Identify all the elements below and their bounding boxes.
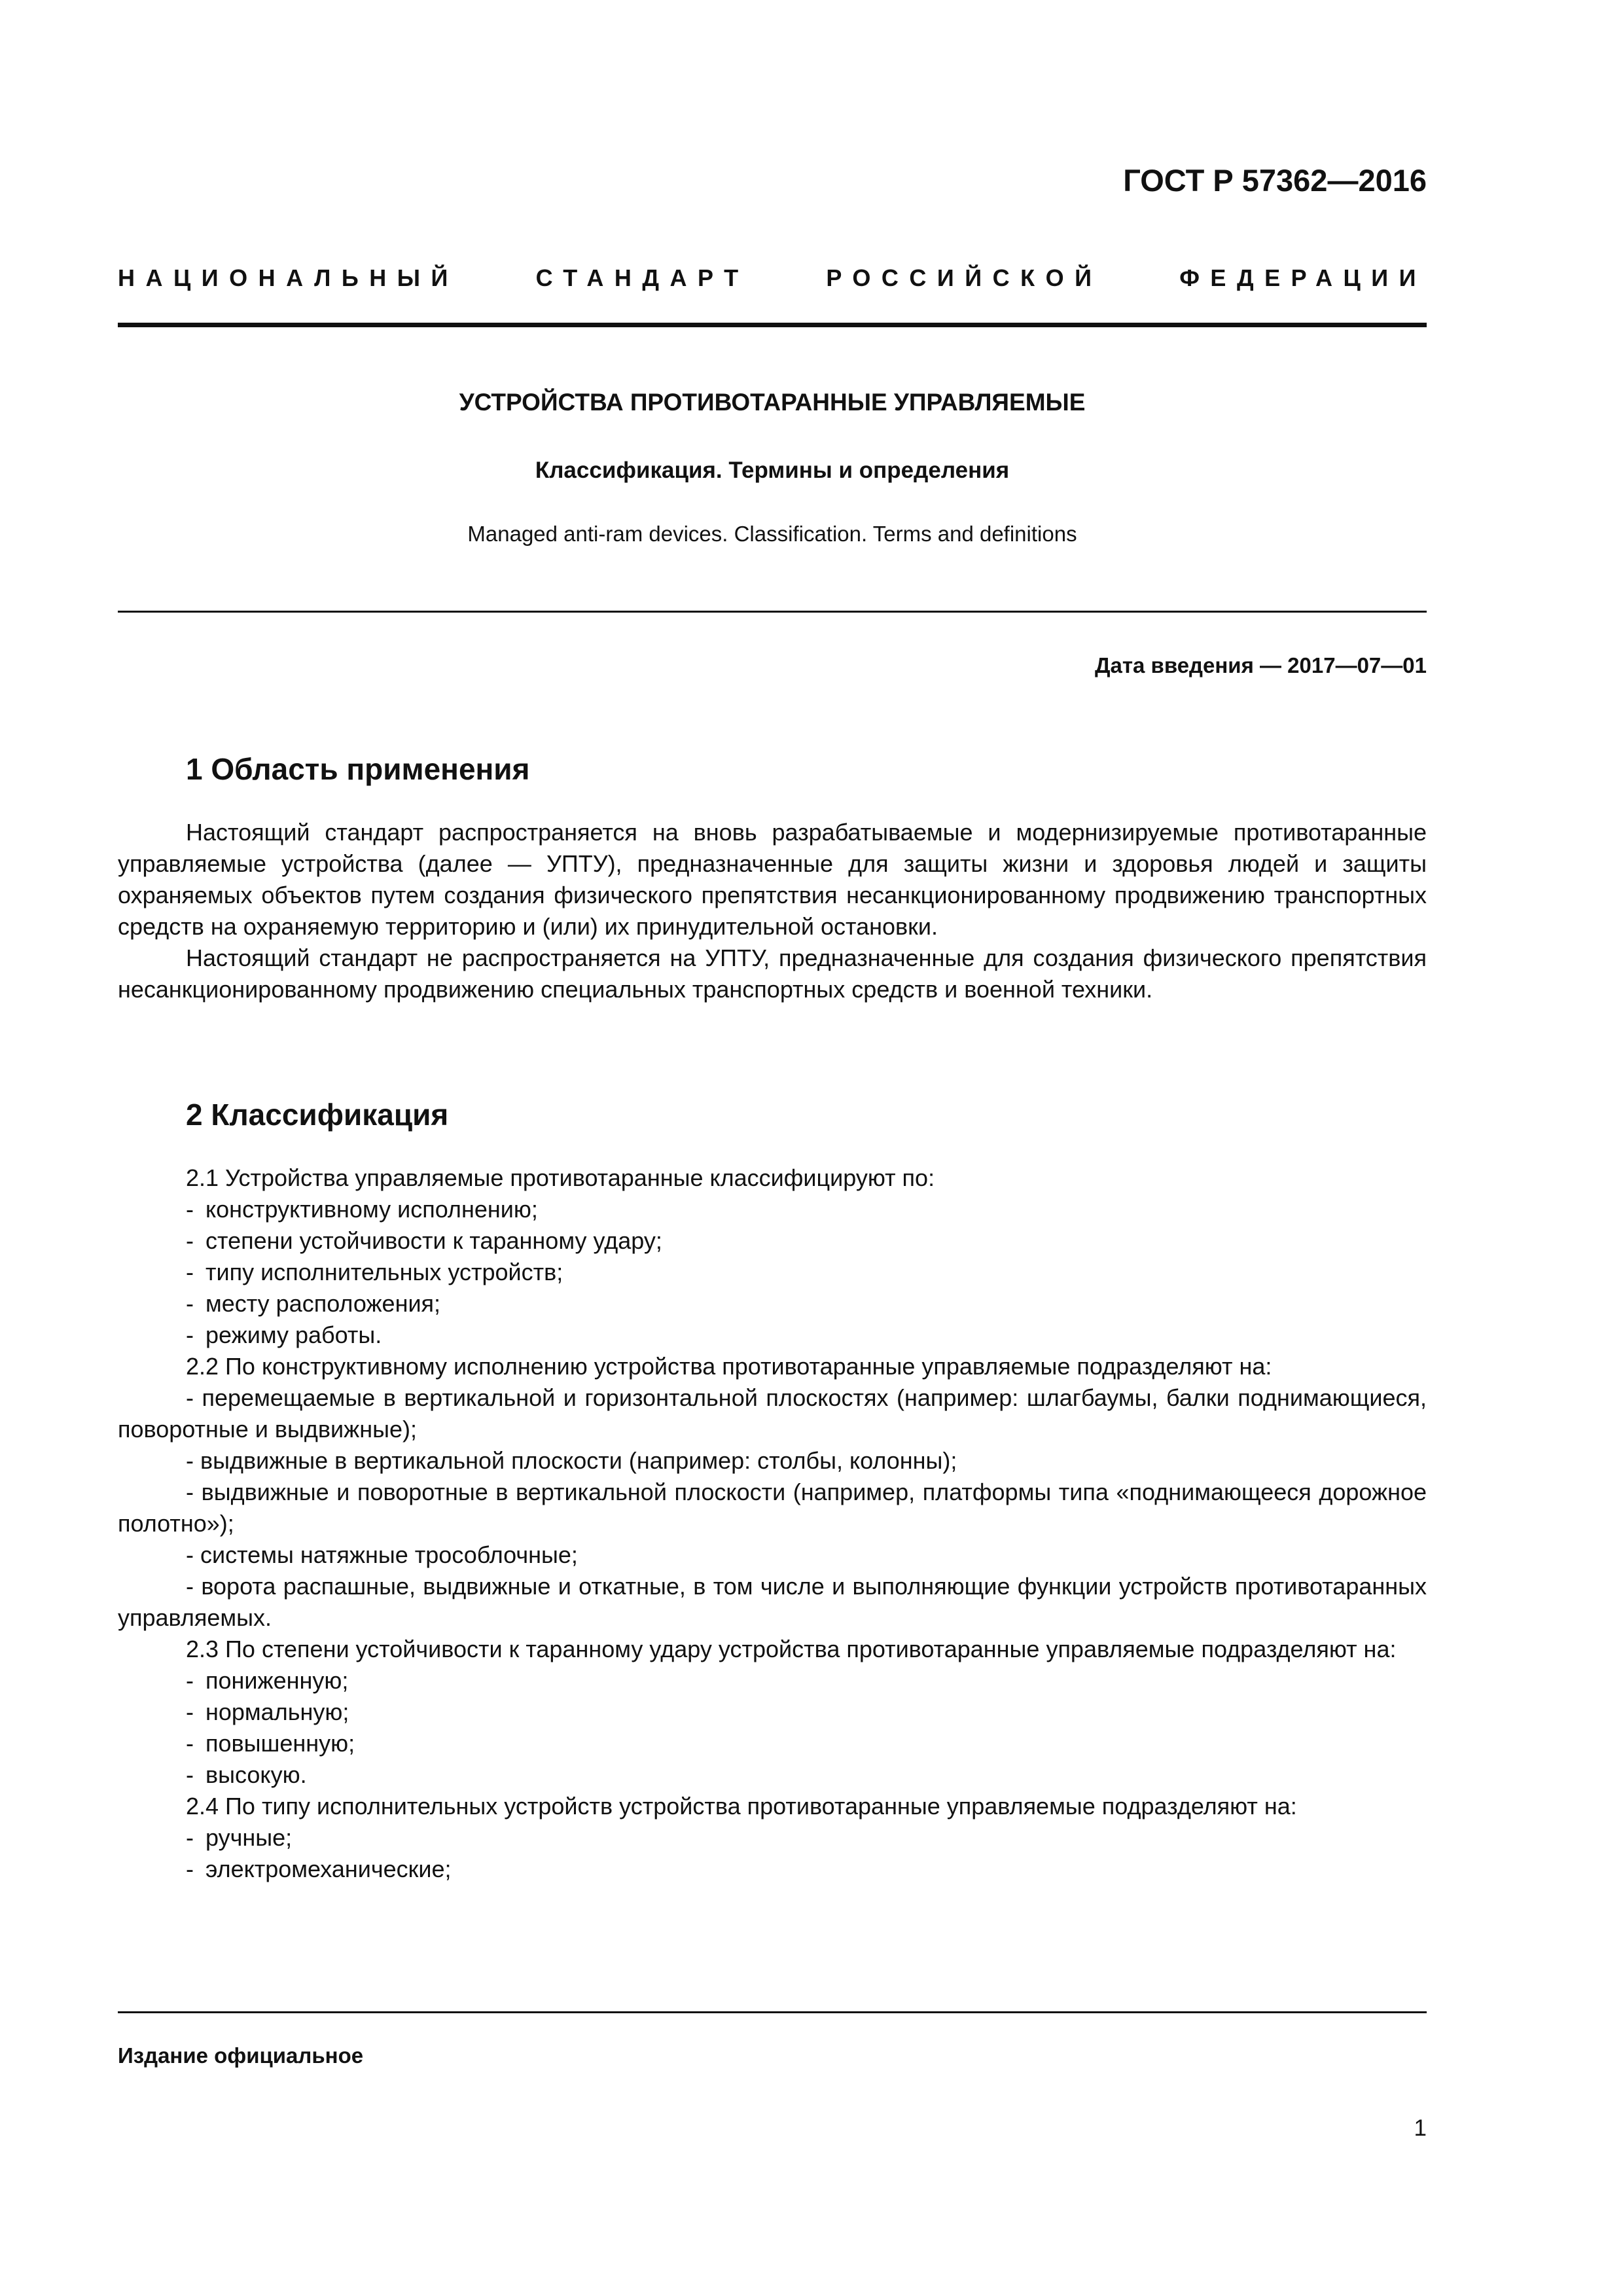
section-2-heading: 2 Классификация [186, 1098, 449, 1132]
section-1-heading: 1 Область применения [186, 752, 530, 786]
list-item: - нормальную; [118, 1696, 1427, 1728]
page-number: 1 [1414, 2115, 1427, 2141]
document-page [118, 0, 1427, 2296]
list-item: - высокую. [118, 1759, 1427, 1791]
section-2-body [118, 1162, 1427, 1885]
list-item: - ручные; [118, 1822, 1427, 1854]
list-item: - пониженную; [118, 1665, 1427, 1696]
list-item: - месту расположения; [118, 1288, 1427, 1319]
list-item: - выдвижные в вертикальной плоскости (например: столбы, колонны); [186, 1447, 957, 1474]
list-item: - перемещаемые в вертикальной и горизонтальной плоскостях (например: шлагбаумы, балки поднимающиеся, поворотные и выдвижные); [118, 1384, 1427, 1443]
paragraph: Настоящий стандарт распространяется на вновь разрабатываемые и модернизируемые противотаранные управляемые устройства (далее — УПТУ), предназначенные для защиты жизни и здоровья людей и защиты охраняемых объектов путем создания физического препятствия несанкционированному продвижению транспортных средств на охраняемую территорию и (или) их принудительной остановки. [118, 819, 1427, 940]
footer-divider [118, 2011, 1427, 2013]
list-item: - типу исполнительных устройств; [118, 1257, 1427, 1288]
document-subtitle: Классификация. Термины и определения [535, 457, 1010, 483]
paragraph: Настоящий стандарт не распространяется на УПТУ, предназначенные для создания физического препятствия несанкционированному продвижению специальных транспортных средств и военной техники. [118, 944, 1427, 1003]
introduction-date: Дата введения — 2017—07—01 [1095, 653, 1427, 677]
list-item: - выдвижные и поворотные в вертикальной плоскости (например, платформы типа «поднимающееся дорожное полотно»); [118, 1479, 1427, 1537]
list-item: - режиму работы. [118, 1319, 1427, 1351]
list-item: - конструктивному исполнению; [118, 1194, 1427, 1225]
national-standard-line [118, 264, 1427, 292]
national-word: НАЦИОНАЛЬНЫЙ [118, 264, 459, 291]
list-item: - повышенную; [118, 1728, 1427, 1759]
document-title: УСТРОЙСТВА ПРОТИВОТАРАННЫЕ УПРАВЛЯЕМЫЕ [459, 389, 1086, 416]
national-word: РОССИЙСКОЙ [826, 264, 1103, 291]
clause-2-4: 2.4 По типу исполнительных устройств устройства противотаранные управляемые подразделяют на: [186, 1793, 1297, 1820]
english-title: Managed anti-ram devices. Classification. Terms and definitions [467, 522, 1077, 546]
clause-2-1: 2.1 Устройства управляемые противотаранные классифицируют по: [186, 1164, 935, 1191]
list-item: - электромеханические; [118, 1854, 1427, 1885]
list-item: - системы натяжные трособлочные; [186, 1541, 578, 1568]
national-word: СТАНДАРТ [535, 264, 749, 291]
list-item: - степени устойчивости к таранному удару; [118, 1225, 1427, 1257]
header-divider [118, 323, 1427, 327]
section-1-body [118, 817, 1427, 1005]
clause-2-2: 2.2 По конструктивному исполнению устройства противотаранные управляемые подразделяют на: [186, 1353, 1272, 1380]
list-item: - ворота распашные, выдвижные и откатные, в том числе и выполняющие функции устройств противотаранных управляемых. [118, 1573, 1427, 1631]
gost-number: ГОСТ Р 57362—2016 [1123, 163, 1427, 198]
national-word: ФЕДЕРАЦИИ [1179, 264, 1427, 291]
title-divider [118, 611, 1427, 613]
official-edition-label: Издание официальное [118, 2043, 364, 2068]
clause-2-3: 2.3 По степени устойчивости к таранному удару устройства противотаранные управляемые подразделяют на: [186, 1636, 1397, 1662]
